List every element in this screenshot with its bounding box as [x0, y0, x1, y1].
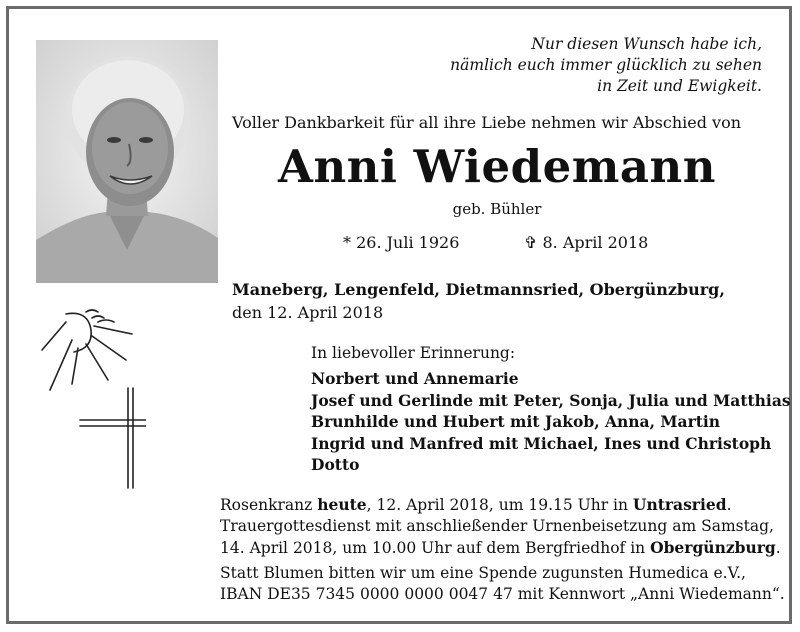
rosary-today: heute: [317, 495, 367, 514]
birth-date: * 26. Juli 1926: [343, 233, 460, 252]
donation-line-1: Statt Blumen bitten wir um eine Spende zugunsten Humedica e.V.,: [220, 564, 746, 582]
family-member-line: Josef und Gerlinde mit Peter, Sonja, Julia und Matthias: [311, 390, 791, 410]
family-member-line: Ingrid und Manfred mit Michael, Ines und Christoph: [311, 433, 772, 453]
motto-verse: [402, 34, 762, 97]
motto-line-3: in Zeit und Ewigkeit.: [597, 77, 762, 95]
family-member-line: Dotto: [311, 455, 360, 474]
places-line: Maneberg, Lengenfeld, Dietmannsried, Obergünzburg,: [232, 280, 725, 299]
portrait-photo: [36, 40, 218, 283]
family-member-line: Norbert und Annemarie: [311, 369, 519, 388]
intro-text: Voller Dankbarkeit für all ihre Liebe nehmen wir Abschied von: [232, 113, 742, 132]
rosary-label: Rosenkranz: [220, 496, 318, 514]
rosary-line: [220, 494, 781, 516]
burial-time: 14. April 2018, um 10.00 Uhr auf dem Bergfriedhof in: [220, 539, 651, 557]
deceased-name: Anni Wiedemann: [278, 140, 716, 193]
rosary-time: , 12. April 2018, um 19.15 Uhr in: [366, 496, 633, 514]
death-date: ✞ 8. April 2018: [524, 233, 649, 252]
family-list: [311, 368, 791, 476]
memory-intro: In liebevoller Erinnerung:: [311, 344, 516, 362]
birth-name: geb. Bühler: [452, 200, 542, 218]
burial-place: Obergünzburg: [650, 538, 776, 557]
donation-info: [220, 563, 785, 605]
funeral-mass-line: Trauergottesdienst mit anschließender Urnenbeisetzung am Samstag,: [220, 517, 774, 535]
rosary-place: Untrasried: [632, 495, 727, 514]
burial-end: .: [775, 539, 781, 557]
burial-line: [220, 537, 781, 559]
motto-line-1: Nur diesen Wunsch habe ich,: [531, 35, 762, 53]
family-member-line: Brunhilde und Hubert mit Jakob, Anna, Martin: [311, 412, 721, 431]
rosary-end: .: [726, 496, 732, 514]
date-line: den 12. April 2018: [232, 303, 384, 322]
cross-with-sun-icon: [36, 300, 146, 494]
service-info: [220, 494, 781, 559]
motto-line-2: nämlich euch immer glücklich zu sehen: [450, 56, 762, 74]
donation-line-2: IBAN DE35 7345 0000 0000 0047 47 mit Kennwort „Anni Wiedemann“.: [220, 585, 785, 603]
